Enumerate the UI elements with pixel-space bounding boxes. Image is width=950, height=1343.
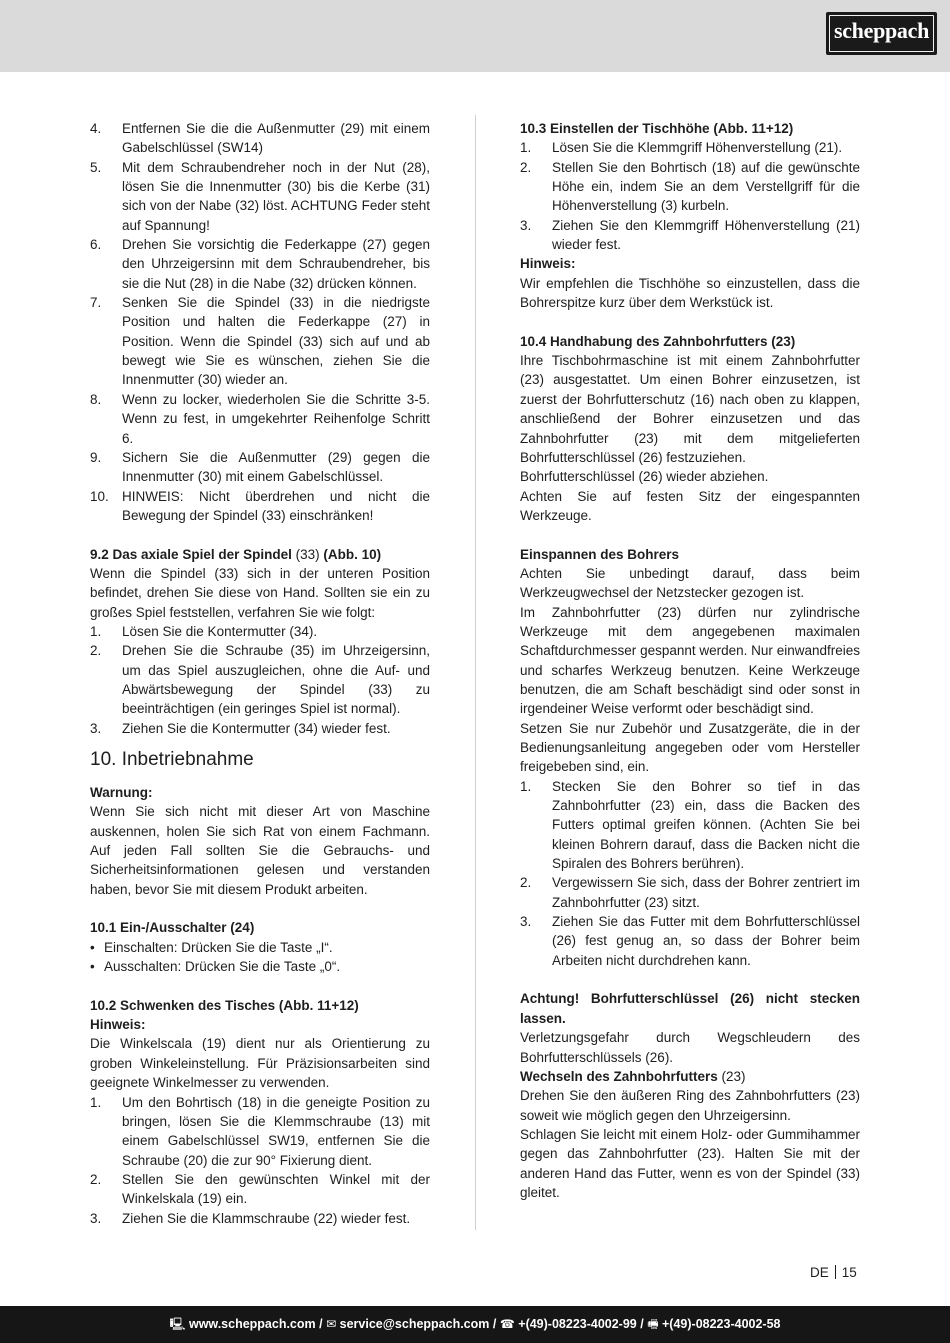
warning-text: Wenn Sie sich nicht mit dieser Art von Maschine auskennen, holen Sie sich Rat von einem Fachmann. Auf jeden Fall sollten Sie die Gebrauchs- und Sicherheitsinformationen gelesen und verstanden haben, bevor Sie mit diesem Produkt arbeiten. <box>90 804 430 897</box>
header-band <box>0 0 950 72</box>
chapter-heading: 10. Inbetriebnahme <box>90 749 254 770</box>
list-table-height <box>520 138 860 254</box>
list-item: 5. Mit dem Schraubendreher noch in der Nut (28), lösen Sie die Innenmutter (30) bis die Kerbe (31) sich von der Nabe (32) löst. ACHTUNG Feder steht auf Spannung! <box>90 159 430 233</box>
section-heading-9-2: 9.2 Das axiale Spiel der Spindel (33) (Abb. 10) <box>90 546 382 562</box>
scheppach-logo <box>826 12 937 55</box>
note-heading: Hinweis: <box>90 1017 146 1033</box>
list-item: 1. Stecken Sie den Bohrer so tief in das Zahnbohrfutter (23) ein, dass die Backen des Futters optimal greifen können. (Achten Sie bei kleinen Bohrern darauf, dass die Backen nicht die Spiralen des Bohrers berühren). <box>520 778 860 872</box>
paragraph: Drehen Sie den äußeren Ring des Zahnbohrfutters (23) soweit wie möglich gegen den Uhrzeigersinn. <box>520 1088 860 1123</box>
list-steps-4-10 <box>90 119 430 525</box>
right-column <box>520 119 860 1202</box>
paragraph: Achten Sie unbedingt darauf, dass beim Werkzeugwechsel der Netzstecker gezogen ist. <box>520 565 860 601</box>
column-divider <box>475 115 476 1230</box>
subheading-clamping: Einspannen des Bohrers <box>520 546 680 562</box>
page-number: DE 15 <box>810 1265 857 1280</box>
list-item: 2. Drehen Sie die Schraube (35) im Uhrzeigersinn, um das Spiel auszugleichen, ohne die Auf- und Abwärtsbewegung der Spindel (33) zu beeinträchtigen (ein geringes Spiel ist normal). <box>90 643 430 717</box>
section-heading-10-2: 10.2 Schwenken des Tisches (Abb. 11+12) <box>90 997 359 1013</box>
list-item: 1. Lösen Sie die Klemmgriff Höhenverstellung (21). <box>520 140 843 156</box>
list-item: 9. Sichern Sie die Außenmutter (29) gegen die Innenmutter (30) mit einem Gabelschlüssel. <box>90 449 430 485</box>
subheading-chuck-change: Wechseln des Zahnbohrfutters (23) <box>520 1068 746 1084</box>
paragraph: Ihre Tischbohrmaschine ist mit einem Zahnbohrfutter (23) ausgestattet. Um einen Bohrer einzusetzen, ist zuerst der Bohrfutterschutz (16) nach oben zu klappen, anschließend der Bohrer einzusetzen und das Zahnbohrfutter (23) mit dem mitgelieferten Bohrfutterschlüssel (26) festzuziehen. <box>520 353 860 465</box>
list-item: 3. Ziehen Sie den Klemmgriff Höhenverstellung (21) wieder fest. <box>520 217 860 253</box>
warning-heading: Warnung: <box>90 785 153 800</box>
list-item: 8. Wenn zu locker, wiederholen Sie die Schritte 3-5. Wenn zu fest, in umgekehrter Reihenfolge Schritt 6. <box>90 391 430 446</box>
bullet-item: • Ausschalten: Drücken Sie die Taste „0“. <box>90 959 341 975</box>
list-item: 7. Senken Sie die Spindel (33) in die niedrigste Position und halten die Federkappe (27) in Position. Wenn die Spindel (33) sich auf und ab bewegt wie Sie es wünschen, ziehen Sie die Innenmutter (30) wieder an. <box>90 295 430 388</box>
list-item: 3. Ziehen Sie das Futter mit dem Bohrfutterschlüssel (26) fest genug an, so dass der Bohrer beim Arbeiten nicht durchdrehen kann. <box>520 914 860 968</box>
footer-phone: +(49)-08223-4002-99 / <box>518 1317 644 1331</box>
list-spindle-play <box>90 622 430 738</box>
paragraph: Verletzungsgefahr durch Wegschleudern des Bohrfutterschlüssels (26). <box>520 1030 860 1065</box>
footer-fax: +(49)-08223-4002-58 <box>662 1317 781 1331</box>
paragraph: Achten Sie auf festen Sitz der eingespannten Werkzeuge. <box>520 488 860 523</box>
list-item: 3. Ziehen Sie die Kontermutter (34) wieder fest. <box>90 720 391 736</box>
paragraph: Setzen Sie nur Zubehör und Zusatzgeräte, die in der Bedienungsanleitung angegeben oder vom Hersteller freigebeben sind, ein. <box>520 720 860 775</box>
list-item: 3. Ziehen Sie die Klammschraube (22) wieder fest. <box>90 1210 411 1226</box>
paragraph: Wir empfehlen die Tischhöhe so einzustellen, dass die Bohrerspitze kurz über dem Werkstück ist. <box>520 275 860 311</box>
bullet-item: • Einschalten: Drücken Sie die Taste „I“. <box>90 939 333 955</box>
list-item: 1. Lösen Sie die Kontermutter (34). <box>90 623 318 639</box>
list-item: 2. Stellen Sie den gewünschten Winkel mit der Winkelskala (19) ein. <box>90 1171 430 1207</box>
phone-icon: ☎ <box>499 1317 515 1331</box>
caution-heading: Achtung! Bohrfutterschlüssel (26) nicht stecken lassen. <box>520 991 860 1026</box>
fax-icon: 🖷 <box>647 1317 659 1331</box>
computer-icon: 🖳 <box>169 1317 186 1331</box>
paragraph: Die Winkelscala (19) dient nur als Orientierung zu groben Winkeleinstellung. Für Präzisionsarbeiten sind geeignete Winkelmesser zu verwenden. <box>90 1036 430 1091</box>
section-heading-10-4: 10.4 Handhabung des Zahnbohrfutters (23) <box>520 333 796 349</box>
list-item: 4. Entfernen Sie die die Außenmutter (29) mit einem Gabelschlüssel (SW14) <box>90 121 430 156</box>
note-heading: Hinweis: <box>520 256 576 272</box>
list-item: 1. Um den Bohrtisch (18) in die geneigte Position zu bringen, lösen Sie die Klemmschraube (13) mit einem Gabelschlüssel SW19, entfernen Sie die Schraube (20) die zur 90° Fixierung dient. <box>90 1094 430 1168</box>
list-item: 2. Vergewissern Sie sich, dass der Bohrer zentriert im Zahnbohrfutter (23) sitzt. <box>520 875 860 910</box>
list-item: 2. Stellen Sie den Bohrtisch (18) auf die gewünschte Höhe ein, indem Sie an dem Verstellgriff für die Höhenverstellung (3) kurbeln. <box>520 159 860 214</box>
list-table-tilt <box>90 1093 430 1228</box>
left-column <box>90 119 430 1228</box>
footer-email: service@scheppach.com / <box>339 1317 497 1331</box>
section-heading-10-3: 10.3 Einstellen der Tischhöhe (Abb. 11+12) <box>520 121 794 136</box>
section-heading-10-1: 10.1 Ein-/Ausschalter (24) <box>90 920 255 936</box>
paragraph: Wenn die Spindel (33) sich in der unteren Position befindet, drehen Sie diese von Hand. Sollten sie ein zu großes Spiel feststellen, verfahren Sie wie folgt: <box>90 565 430 620</box>
mail-icon: ✉ <box>326 1317 337 1331</box>
footer-bar <box>0 1306 950 1343</box>
paragraph: Im Zahnbohrfutter (23) dürfen nur zylindrische Werkzeuge mit dem angegebenen maximalen Schaftdurchmesser gespannt werden. Nur einwandfreies und scharfes Werkzeug benutzen. Keine Werkzeuge benutzen, die am Schaft beschädigt sind oder sonst in irgendeiner Weise verformt oder beschädigt sind. <box>520 604 860 717</box>
paragraph: Bohrfutterschlüssel (26) wieder abziehen. <box>520 469 769 485</box>
list-item: 6. Drehen Sie vorsichtig die Federkappe (27) gegen den Uhrzeigersinn mit dem Schraubendreher, bis sie die Nut (28) in die Nabe (32) drücken können. <box>90 237 430 291</box>
footer-website: www.scheppach.com / <box>188 1317 323 1331</box>
logo-text: scheppach <box>833 18 930 43</box>
list-clamping <box>520 777 860 970</box>
list-item: 10. HINWEIS: Nicht überdrehen und nicht die Bewegung der Spindel (33) einschränken! <box>90 488 430 523</box>
page-number-divider <box>835 1265 836 1279</box>
paragraph: Schlagen Sie leicht mit einem Holz- oder Gummihammer gegen das Zahnbohrfutter (23). Halten Sie mit der anderen Hand das Futter, wenn es von der Spindel (33) gleitet. <box>520 1126 860 1200</box>
